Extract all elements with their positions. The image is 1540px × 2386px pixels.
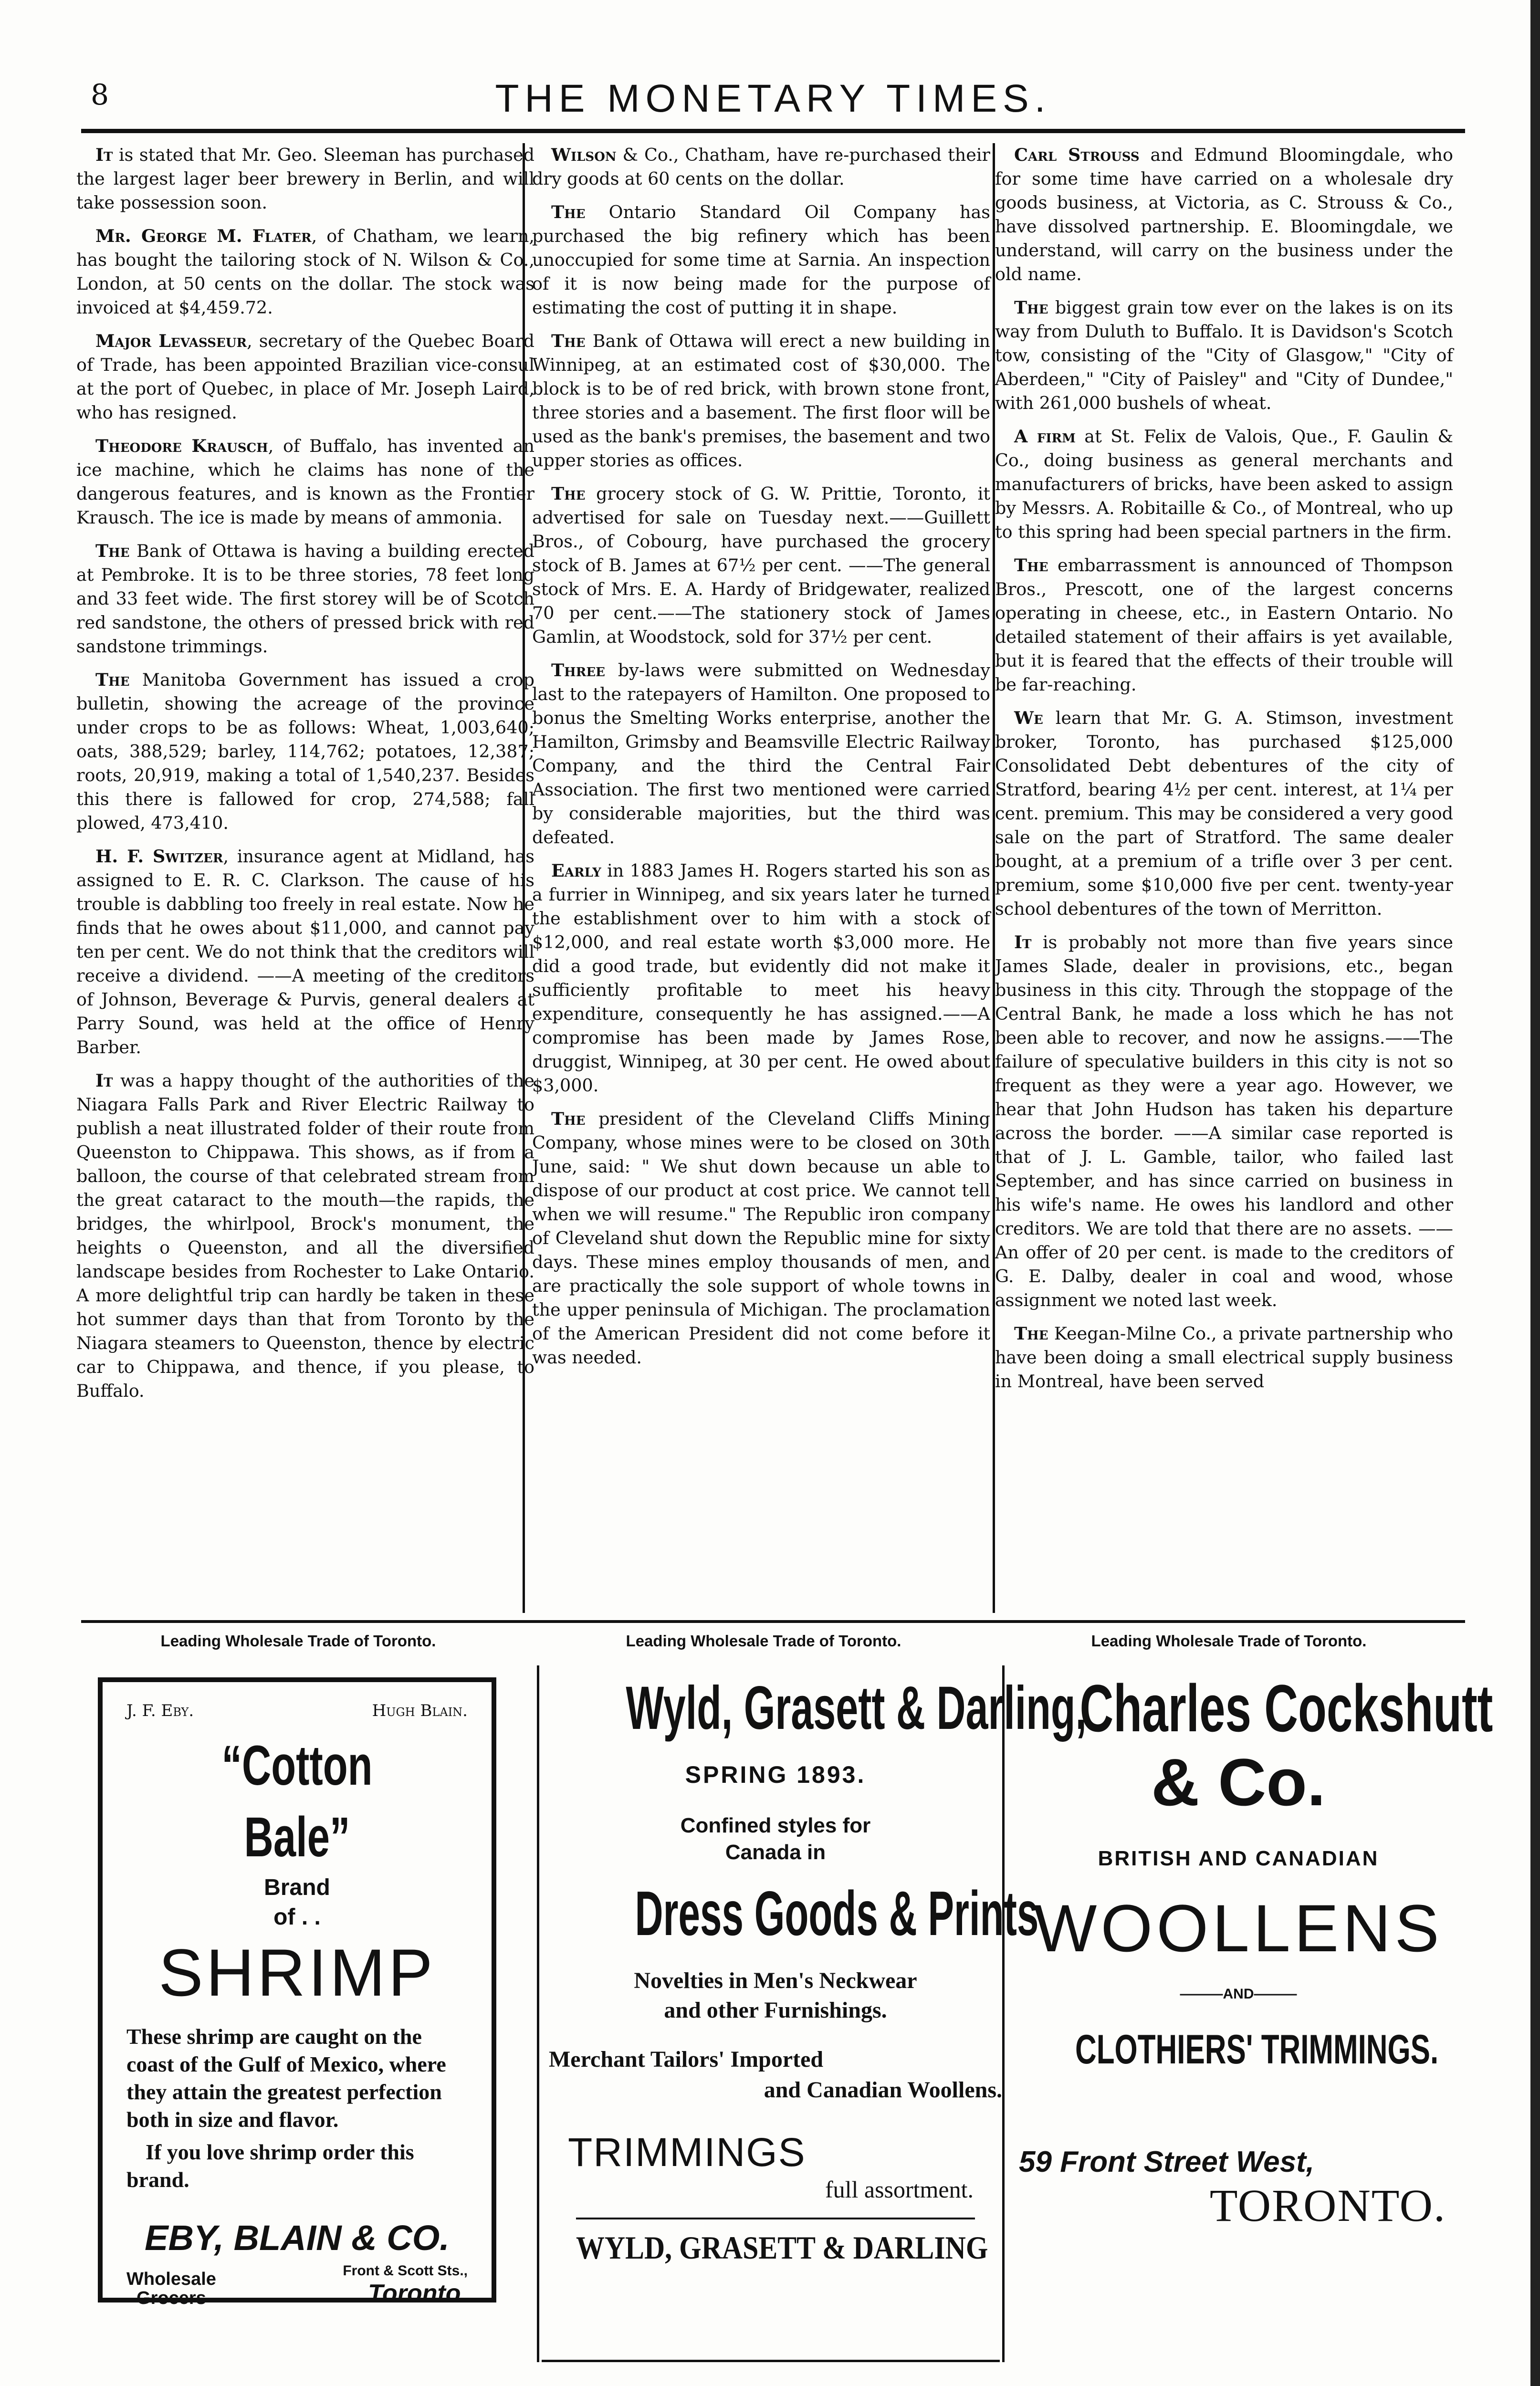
trimmings-note: full assortment. bbox=[825, 2176, 974, 2203]
page-number: 8 bbox=[91, 78, 109, 112]
ad-divider bbox=[537, 1665, 539, 2362]
firm-name: Wyld, Grasett & Darling, bbox=[626, 1674, 1087, 1742]
paragraph-text: , of Buffalo, has invented an ice machine, which he claims has none of the dangerous features, and is known as the Frontier Krausch. The ice is made by means of ammonia. bbox=[76, 436, 534, 528]
article-column-2 bbox=[532, 143, 990, 1613]
season-line: SPRING 1893. bbox=[685, 1761, 866, 1788]
article-paragraph bbox=[532, 143, 990, 191]
firm-name: Charles Cockshutt bbox=[1079, 1671, 1493, 1746]
paragraph-text: is stated that Mr. Geo. Sleeman has purchased the largest lager beer brewery in Berlin, and will take possession soon. bbox=[76, 145, 534, 213]
woollens-headline: WOOLLENS bbox=[1034, 1891, 1443, 1966]
ad-body-text: These shrimp are caught on the coast of the Gulf of Mexico, where they attain the greatest perfection both in size and flavor. bbox=[126, 2024, 446, 2132]
paragraph-lead: The bbox=[95, 541, 130, 561]
paragraph-lead: We bbox=[1014, 708, 1043, 728]
paragraph-lead: Wilson bbox=[551, 145, 617, 165]
street-address: 59 Front Street West, bbox=[1019, 2145, 1315, 2178]
styles-line: Canada in bbox=[725, 1841, 826, 1864]
street-address: Front & Scott Sts., bbox=[343, 2263, 468, 2279]
paragraph-text: grocery stock of G. W. Prittie, Toronto, it advertised for sale on Tuesday next.——Guillett Bros., of Cobourg, have purchased the grocery stock of B. James at 67½ per cent. ——The general stock of Mrs. E. A. Hardy of Bridgewater, realized 70 per cent.——The stationery stock of James Gamlin, at Woodstock, sold for 37½ per cent. bbox=[532, 483, 990, 647]
article-column-3 bbox=[995, 143, 1453, 1613]
paragraph-lead: Early bbox=[551, 860, 601, 881]
clothiers-trimmings: CLOTHIERS' TRIMMINGS. bbox=[1075, 2027, 1439, 2072]
paragraph-lead: The bbox=[1014, 555, 1048, 576]
paragraph-text: was a happy thought of the authorities of the Niagara Falls Park and River Electric Railway to publish a neat illustrated folder of their route from Queenston to Chippawa. This shows, as if from a balloon, the course of that celebrated stream from the great cataract to the mouth—the rapids, the bridges, the whirlpool, Brock's monument, the heights o Queenston, and all the diversified landscape besides from Rochester to Lake Ontario. A more delightful trip can hardly be taken in these hot summer days than that from Toronto by the Niagara steamers to Queenston, thence by electric car to Chippawa, and thence, if you please, to Buffalo. bbox=[76, 1070, 534, 1401]
and-separator: ———AND——— bbox=[1180, 1986, 1297, 2002]
paragraph-text: , secretary of the Quebec Board of Trade, has been appointed Brazilian vice-consul at the port of Quebec, in place of Mr. Joseph Laird, who has resigned. bbox=[76, 331, 534, 423]
ad-section-label: Leading Wholesale Trade of Toronto. bbox=[160, 1632, 436, 1650]
article-paragraph bbox=[532, 200, 990, 320]
header-rule bbox=[81, 129, 1465, 133]
paragraph-lead: The bbox=[1014, 297, 1048, 318]
article-paragraph bbox=[76, 224, 534, 320]
firm-name: EBY, BLAIN & CO. bbox=[145, 2218, 450, 2258]
paragraph-lead: Theodore Krausch bbox=[95, 436, 268, 456]
paragraph-lead: It bbox=[95, 1070, 113, 1091]
firm-name-footer: WYLD, GRASETT & DARLING bbox=[576, 2218, 975, 2267]
paragraph-lead: The bbox=[1014, 1323, 1048, 1344]
paragraph-lead: The bbox=[551, 483, 586, 504]
firm-address bbox=[343, 2263, 468, 2308]
page-header bbox=[81, 67, 1465, 124]
paragraph-text: , of Chatham, we learn, has bought the tailoring stock of N. Wilson & Co., London, at 50 cents on the dollar. The stock was invoiced at $4,459.72. bbox=[76, 226, 535, 318]
paragraph-text: Bank of Ottawa is having a building erected at Pembroke. It is to be three stories, 78 feet long and 33 feet wide. The first storey will be of Scotch red sandstone, the others of pressed brick with red sandstone trimmings. bbox=[76, 541, 534, 657]
paragraph-text: , insurance agent at Midland, has assigned to E. R. C. Clarkson. The cause of his trouble is dabbling too freely in real estate. Now he finds that he owes about $11,000, and cannot pay ten per cent. We do not think that the creditors will receive a dividend. ——A meeting of the creditors of Johnson, Beverage & Purvis, general dealers at Parry Sound, was held at the office of Henry Barber. bbox=[76, 846, 534, 1057]
paragraph-text: president of the Cleveland Cliffs Mining Company, whose mines were to be closed on 30th June, said: " We shut down because un able to dispose of our product at cost price. We cannot tell when we will resume." The Republic iron company of Cleveland shut down the Republic mine for sixty days. These mines employ thousands of men, and are practically the sole support of whole towns in the upper peninsula of Michigan. The proclamation of the American President did not come before it was needed. bbox=[532, 1109, 990, 1368]
ad-bottom-rule bbox=[542, 2360, 1000, 2362]
article-paragraph bbox=[532, 329, 990, 472]
product-name: SHRIMP bbox=[158, 1935, 436, 2010]
partner-name: Hugh Blain. bbox=[372, 1701, 468, 1720]
paragraph-text: & Co., Chatham, have re-purchased their dry goods at 60 cents on the dollar. bbox=[532, 145, 990, 189]
brand-of-line: Brand bbox=[264, 1875, 330, 1900]
partner-name: J. F. Eby. bbox=[126, 1701, 194, 1720]
article-paragraph bbox=[995, 706, 1453, 921]
wholesale-label: Wholesale bbox=[126, 2269, 216, 2289]
novelties-line: Novelties in Men's Neckwear bbox=[634, 1968, 917, 1993]
tagline: BRITISH AND CANADIAN bbox=[1098, 1847, 1379, 1870]
article-paragraph bbox=[532, 859, 990, 1098]
paragraph-text: learn that Mr. G. A. Stimson, investment broker, Toronto, has purchased $125,000 Consolidated Debt debentures of the city of Stratford, bearing 4½ per cent. interest, at 1¼ per cent. premium. This may be considered a very good sale on the part of Stratford. The same dealer bought, at a premium of a trifle over 3 per cent. premium, some $10,000 five per cent. twenty-year school debentures of the town of Merritton. bbox=[995, 708, 1453, 919]
paragraph-text: Ontario Standard Oil Company has purchased the big refinery which has been unoccupied for some time at Sarnia. An inspection of it is now being made for the purpose of estimating the cost of putting it in shape. bbox=[532, 202, 990, 318]
ad-section-label: Leading Wholesale Trade of Toronto. bbox=[1091, 1632, 1367, 1650]
masthead: THE MONETARY TIMES. bbox=[495, 77, 1051, 120]
article-paragraph bbox=[76, 845, 534, 1059]
styles-line: Confined styles for bbox=[680, 1814, 871, 1837]
article-column-1 bbox=[76, 143, 534, 1613]
paragraph-lead: The bbox=[551, 331, 586, 351]
article-paragraph bbox=[995, 425, 1453, 544]
article-paragraph bbox=[995, 1322, 1453, 1393]
paragraph-lead: Major Levasseur bbox=[95, 331, 247, 351]
paragraph-text: Bank of Ottawa will erect a new building in Winnipeg, at an estimated cost of $30,000. The block is to be of red brick, with brown stone front, three stories and a basement. The first floor will be used as the bank's premises, the basement and two upper stories as offices. bbox=[532, 331, 990, 471]
article-paragraph bbox=[532, 659, 990, 849]
article-paragraph bbox=[76, 434, 534, 530]
page-edge-shadow bbox=[1530, 0, 1540, 2386]
ad-footer bbox=[126, 2263, 468, 2308]
section-rule bbox=[81, 1620, 1465, 1623]
paragraph-lead: Mr. George M. Flater bbox=[95, 226, 312, 246]
article-paragraph bbox=[76, 668, 534, 835]
ad-divider bbox=[1002, 1665, 1005, 2362]
article-paragraph bbox=[532, 482, 990, 649]
brand-of-line: of . . bbox=[273, 1905, 321, 1930]
article-paragraph bbox=[76, 329, 534, 425]
city-name: Toronto. bbox=[368, 2280, 468, 2307]
tailors-line: Merchant Tailors' Imported bbox=[549, 2047, 824, 2072]
column-divider bbox=[523, 143, 525, 1613]
grocers-label: Grocers bbox=[136, 2288, 206, 2308]
article-paragraph bbox=[532, 1107, 990, 1370]
firm-co: & Co. bbox=[1151, 1745, 1326, 1820]
dress-goods-headline: Dress Goods & Prints bbox=[635, 1878, 1039, 1948]
ad-section-label: Leading Wholesale Trade of Toronto. bbox=[626, 1632, 901, 1650]
advertisement-eby-blain bbox=[98, 1677, 496, 2308]
ad-body-text: If you love shrimp order this brand. bbox=[126, 2140, 414, 2192]
paragraph-lead: Three bbox=[551, 660, 605, 680]
novelties-line: and other Furnishings. bbox=[664, 1998, 887, 2023]
paragraph-text: by-laws were submitted on Wednesday last to the ratepayers of Hamilton. One proposed to bonus the Smelting Works enterprise, another the Hamilton, Grimsby and Beamsville Electric Railway Company, and the third the Central Fair Association. The first two mentioned were carried by considerable majorities, but the third was defeated. bbox=[532, 660, 990, 848]
article-paragraph bbox=[995, 296, 1453, 415]
paragraph-text: biggest grain tow ever on the lakes is on its way from Duluth to Buffalo. It is Davidson's Scotch tow, consisting of the "City of Glasgow," "City of Aberdeen," "City of Paisley" and "City of Dundee," with 261,000 bushels of wheat. bbox=[995, 297, 1453, 413]
brand-name: “Cotton Bale” bbox=[221, 1734, 373, 1869]
trimmings-heading: TRIMMINGS bbox=[568, 2130, 806, 2175]
paragraph-lead: Carl Strouss bbox=[1014, 145, 1140, 165]
paragraph-text: is probably not more than five years since James Slade, dealer in provisions, etc., began business in this city. Through the stoppage of the Central Bank, he made a loss which he has not been able to recover, and now he assigns.——The failure of speculative builders in this city is not so frequent as they were a year ago. However, we hear that John Hudson has taken his departure across the border. ——A similar case reported is that of J. L. Gamble, tailor, who failed last September, and has since carried on business in his wife's name. He owes his landlord and other creditors. We are told that there are no assets. ——An offer of 20 per cent. is made to the creditors of G. E. Dalby, dealer in coal and wood, whose assignment we noted last week. bbox=[995, 932, 1453, 1310]
advertisement-wyld-grasett bbox=[549, 1670, 1087, 2348]
paragraph-text: Manitoba Government has issued a crop bulletin, showing the acreage of the province under crops to be as follows: Wheat, 1,003,640; oats, 388,529; barley, 114,762; potatoes, 12,387; roots, 20,919, making a total of 1,540,237. Besides this there is fallowed for crop, 274,588; fall plowed, 473,410. bbox=[76, 670, 534, 833]
paragraph-text: embarrassment is announced of Thompson Bros., Prescott, one of the largest concerns operating in cheese, etc., in Eastern Ontario. No detailed statement of their affairs is yet available, but it is feared that the effects of their trouble will be far-reaching. bbox=[995, 555, 1453, 695]
paragraph-lead: It bbox=[95, 145, 113, 165]
paragraph-lead: It bbox=[1014, 932, 1032, 952]
paragraph-text: and Edmund Bloomingdale, who for some time have carried on a wholesale dry goods business, at Victoria, as C. Strouss & Co., have dissolved partnership. E. Bloomingdale, we understand, will carry on the business under the old name. bbox=[995, 145, 1454, 284]
paragraph-lead: A firm bbox=[1014, 426, 1076, 447]
paragraph-text: in 1883 James H. Rogers started his son as a furrier in Winnipeg, and six years later he turned the establishment over to him with a stock of $12,000, and real estate worth $3,000 more. He did a good trade, but evidently did not make it sufficiently profitable to meet his heavy expenditure, consequently he has assigned.——A compromise has been made by James Rose, druggist, Winnipeg, at 30 per cent. He owed about $3,000. bbox=[532, 860, 990, 1096]
article-paragraph bbox=[995, 143, 1453, 286]
article-paragraph bbox=[76, 1069, 534, 1403]
paragraph-lead: H. F. Switzer bbox=[95, 846, 223, 867]
advertisement-cockshutt bbox=[1012, 1670, 1493, 2348]
paragraph-lead: The bbox=[551, 202, 586, 222]
article-paragraph bbox=[995, 931, 1453, 1312]
paragraph-lead: The bbox=[95, 670, 130, 690]
tailors-line: and Canadian Woollens. bbox=[764, 2077, 1002, 2103]
ad-partners bbox=[126, 1701, 468, 1720]
article-paragraph bbox=[76, 143, 534, 215]
wholesale-grocers bbox=[126, 2270, 216, 2308]
article-paragraph bbox=[995, 554, 1453, 697]
paragraph-lead: The bbox=[551, 1109, 586, 1129]
city-name: TORONTO. bbox=[1209, 2180, 1446, 2231]
paragraph-text: Keegan-Milne Co., a private partnership who have been doing a small electrical supply business in Montreal, have been served bbox=[995, 1323, 1453, 1392]
article-paragraph bbox=[76, 539, 534, 659]
paragraph-text: at St. Felix de Valois, Que., F. Gaulin & Co., doing business as general merchants and manufacturers of bricks, have been asked to assign by Messrs. A. Robitaille & Co., of Montreal, who up to this spring had been special partners in the firm. bbox=[995, 426, 1453, 542]
